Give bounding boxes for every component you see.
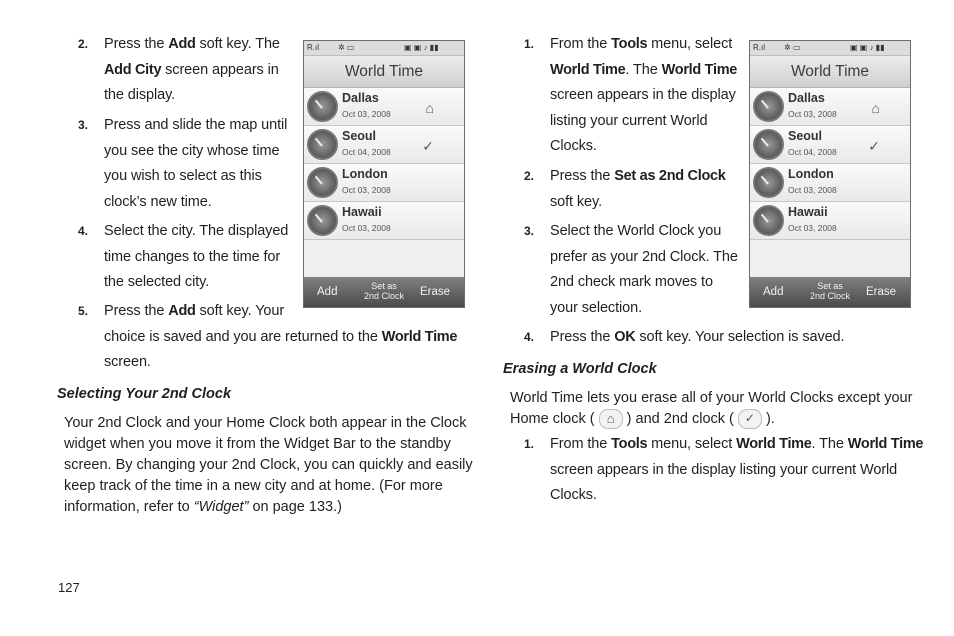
text: 2nd check mark moves to <box>550 274 713 290</box>
bold-term: World Time <box>736 436 812 452</box>
clock-icon <box>307 205 338 236</box>
text: listing your current World <box>550 112 708 129</box>
bold-term: OK <box>614 329 636 345</box>
text: the display. <box>104 87 176 103</box>
set-2nd-clock-softkey <box>357 281 411 301</box>
text: choice is saved and you are returned to the <box>104 328 382 345</box>
text: . The <box>811 436 848 452</box>
home-icon: ⌂ <box>871 100 880 116</box>
list-item <box>304 202 464 240</box>
page-number: 127 <box>58 580 80 595</box>
text: . The <box>625 61 662 78</box>
softkey-bar <box>304 277 464 307</box>
city-date: Oct 04, 2008 <box>788 147 837 157</box>
bold-term: Tools <box>611 436 648 452</box>
city-date: Oct 03, 2008 <box>788 109 837 119</box>
text: menu, select <box>647 436 737 452</box>
screen-title: World Time <box>304 56 464 88</box>
step-number: 4. <box>77 224 88 238</box>
text: the selected city. <box>104 274 210 290</box>
clock-icon <box>307 167 338 198</box>
list-item <box>304 126 464 164</box>
bold-term: Set as 2nd Clock <box>614 168 726 184</box>
softkey-label: 2nd Clock <box>809 291 851 301</box>
check-icon: ✓ <box>738 409 762 429</box>
text: keep track of the time in a new city and at home. (For more <box>64 478 443 494</box>
text: Your 2nd Clock and your Home Clock both appear in the Clock <box>64 415 467 431</box>
step-text <box>104 32 280 109</box>
text: on page 133.) <box>248 499 342 515</box>
bold-term: World Time <box>661 61 738 78</box>
screen-title: World Time <box>750 56 910 88</box>
text: Clocks. <box>550 487 597 503</box>
softkey-bar <box>750 277 910 307</box>
step-text <box>550 32 737 160</box>
city-name: Hawaii <box>342 205 382 219</box>
text: From the <box>550 36 612 52</box>
paragraph <box>510 388 912 430</box>
signal-icon: R.ıl <box>307 43 319 52</box>
text: World Time lets you erase all of your World Clocks except your <box>510 390 913 406</box>
text: soft key. Your <box>195 303 285 319</box>
alarm-icon: ✲ ▭ <box>784 43 801 52</box>
text: screen appears in <box>161 61 279 78</box>
city-date: Oct 03, 2008 <box>342 223 391 233</box>
text: widget when you move it from the Widget Bar to the standby <box>64 436 451 452</box>
home-icon: ⌂ <box>599 409 623 429</box>
phone-screenshot <box>749 40 911 308</box>
bold-term: World Time <box>847 436 924 452</box>
text: Press the <box>550 329 615 345</box>
battery-icon: ▣ ▣ ♪ ▮▮ <box>850 43 885 52</box>
erase-softkey: Erase <box>866 286 897 298</box>
clock-icon <box>307 129 338 160</box>
text: Press and slide the map until <box>104 117 288 133</box>
softkey-label: 2nd Clock <box>363 291 405 301</box>
text: Press the <box>104 303 169 319</box>
erase-softkey: Erase <box>420 286 451 298</box>
city-date: Oct 03, 2008 <box>342 185 391 195</box>
phone-screenshot <box>303 40 465 308</box>
section-heading: Selecting Your 2nd Clock <box>57 386 232 402</box>
clock-icon <box>307 91 338 122</box>
step-text <box>104 219 288 296</box>
set-2nd-clock-softkey <box>803 281 857 301</box>
text: menu, select <box>647 36 733 52</box>
city-name: Dallas <box>342 91 379 105</box>
city-date: Oct 04, 2008 <box>342 147 391 157</box>
step-number: 1. <box>523 37 534 51</box>
text: ). <box>765 411 775 427</box>
battery-icon: ▣ ▣ ♪ ▮▮ <box>404 43 439 52</box>
text: you wish to select as this <box>104 168 262 184</box>
text: you see the city whose time <box>104 142 280 159</box>
text: information, refer to <box>64 499 194 515</box>
signal-icon: R.ıl <box>753 43 765 52</box>
text: Home clock ( <box>510 411 595 427</box>
check-icon: ✓ <box>422 138 434 154</box>
clock-icon <box>753 129 784 160</box>
text: Select the city. The displayed <box>104 223 289 239</box>
list-item <box>304 88 464 126</box>
bold-term: Add <box>168 303 196 319</box>
list-item <box>750 164 910 202</box>
text: Select the World Clock you <box>550 223 722 239</box>
step-number: 3. <box>523 224 534 238</box>
step-number: 5. <box>77 304 88 318</box>
step-number: 4. <box>523 330 534 344</box>
city-name: Seoul <box>342 129 377 143</box>
city-date: Oct 03, 2008 <box>788 185 837 195</box>
text: prefer as your 2nd Clock. The <box>550 248 738 265</box>
text: soft key. <box>550 193 603 210</box>
list-item <box>750 202 910 240</box>
softkey-label: Set as <box>371 281 397 291</box>
city-name: Hawaii <box>788 205 828 219</box>
text: Press the <box>104 36 169 52</box>
softkey-label: Set as <box>817 281 843 291</box>
list-item <box>750 88 910 126</box>
text: From the <box>550 436 612 452</box>
step-text <box>550 219 738 321</box>
step-number: 1. <box>523 437 534 451</box>
city-date: Oct 03, 2008 <box>788 223 837 233</box>
city-name: London <box>788 167 834 181</box>
status-bar <box>750 41 910 56</box>
bold-term: World Time <box>381 328 458 345</box>
text: ) and 2nd clock ( <box>626 411 734 427</box>
add-softkey: Add <box>317 286 338 298</box>
clock-icon <box>753 205 784 236</box>
bold-term: Add City <box>104 61 162 78</box>
city-name: London <box>342 167 388 181</box>
home-icon: ⌂ <box>425 100 434 116</box>
step-text <box>550 164 726 215</box>
paragraph <box>64 413 473 518</box>
text: screen appears in the display <box>550 87 736 103</box>
step-number: 3. <box>77 118 88 132</box>
text: soft key. Your selection is saved. <box>635 329 845 345</box>
text: Clocks. <box>550 138 597 154</box>
step-number: 2. <box>77 37 88 51</box>
text: your selection. <box>550 299 642 316</box>
clock-icon <box>753 167 784 198</box>
text: soft key. The <box>195 36 280 52</box>
check-icon: ✓ <box>868 138 880 154</box>
step-text <box>550 325 844 351</box>
bold-term: World Time <box>550 61 626 78</box>
cross-reference-link[interactable]: “Widget” <box>193 499 249 515</box>
alarm-icon: ✲ ▭ <box>338 43 355 52</box>
section-heading: Erasing a World Clock <box>503 361 657 377</box>
text: time changes to the time for <box>104 248 281 265</box>
text: Press the <box>550 168 615 184</box>
bold-term: Add <box>168 36 196 52</box>
list-item <box>750 126 910 164</box>
step-text <box>550 432 923 509</box>
text: clock’s new time. <box>104 193 212 210</box>
text: screen. By changing your 2nd Clock, you can quickly and easily <box>64 457 473 473</box>
clock-icon <box>753 91 784 122</box>
city-name: Dallas <box>788 91 825 105</box>
step-text <box>104 299 457 376</box>
bold-term: Tools <box>611 36 648 52</box>
city-name: Seoul <box>788 129 823 143</box>
text: screen. <box>104 354 151 370</box>
add-softkey: Add <box>763 286 784 298</box>
step-number: 2. <box>523 169 534 183</box>
status-bar <box>304 41 464 56</box>
step-text <box>104 113 287 215</box>
city-date: Oct 03, 2008 <box>342 109 391 119</box>
text: screen appears in the display listing your current World <box>550 461 898 478</box>
list-item <box>304 164 464 202</box>
